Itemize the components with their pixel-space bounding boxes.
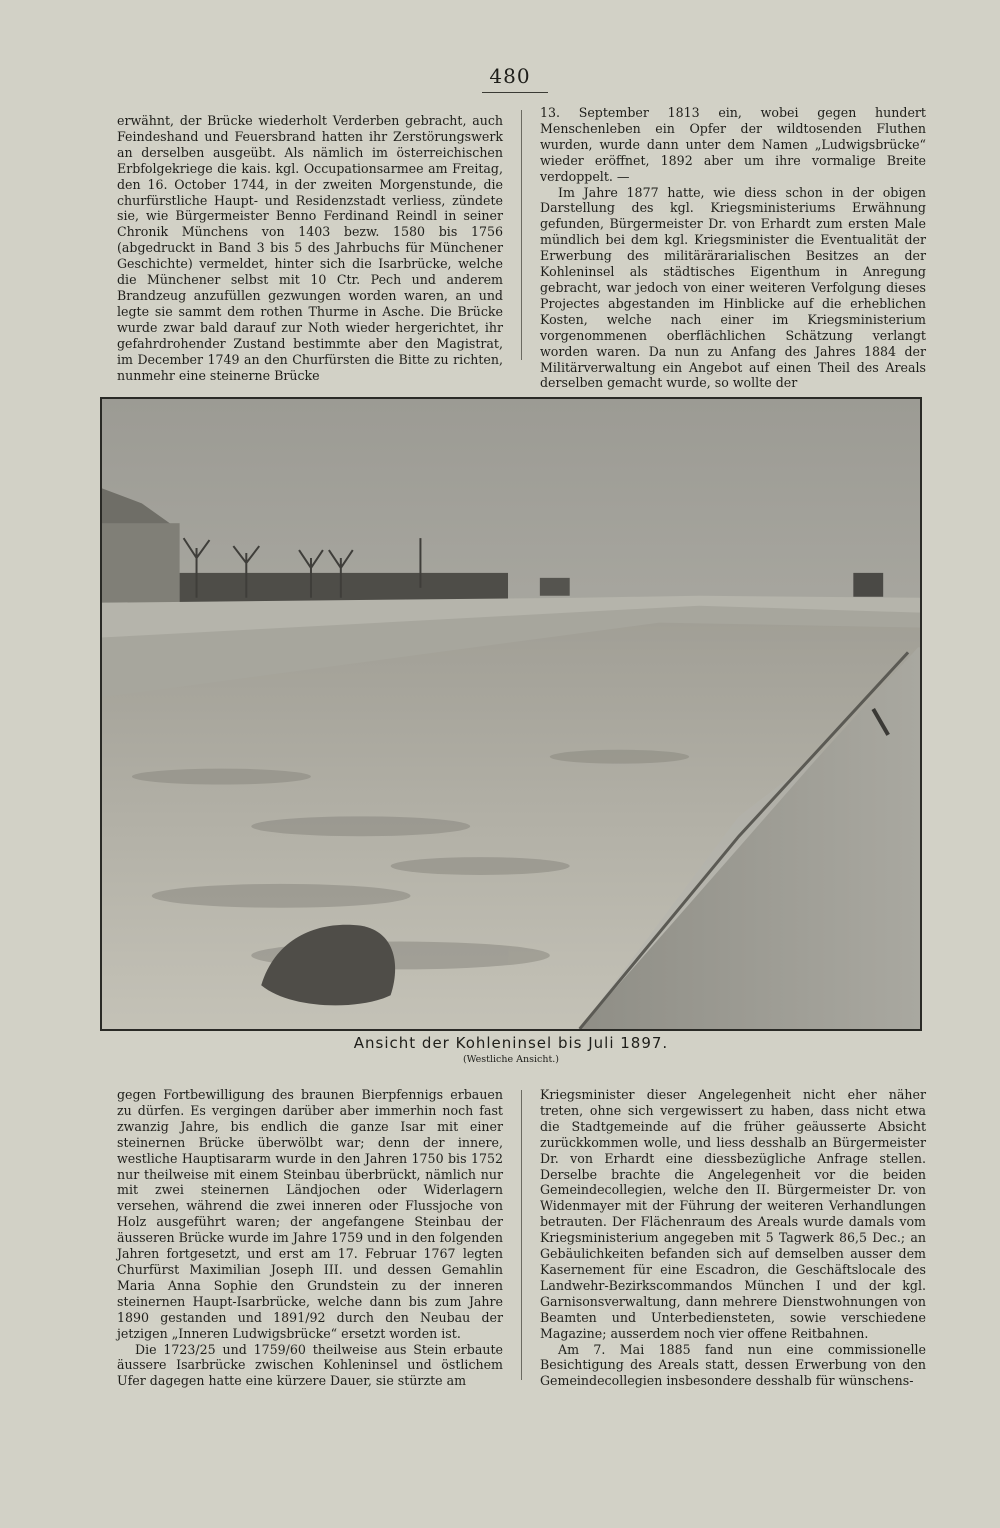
paragraph: 13. September 1813 ein, wobei gegen hundert Menschenleben ein Opfer der wildtosenden Fluthen wurden, wurde dann unter dem Namen „Ludwigsbrücke“ wieder eröffnet, 1892 aber um ihre vormalige Breite verdoppelt. — [540,105,926,184]
bottom-left-column [117,1087,503,1389]
paragraph: gegen Fortbewilligung des braunen Bierpfennigs erbauen zu dürfen. Es vergingen darüber aber immerhin noch fast zwanzig Jahre, bis endlich die ganze Isar mit einer steinernen Brücke überwölbt war; denn der innere, westliche Hauptisararm wurde in den Jahren 1750 bis 1752 nur theilweise mit einem Steinbau überbrückt, nämlich nur mit zwei steinernen Ländjochen oder Widerlagern versehen, während die zwei inneren oder Flussjoche von Holz ausgeführt waren; der angefangene Steinbau der äusseren Brücke wurde im Jahre 1759 und in den folgenden Jahren fortgesetzt, und erst am 17. Februar 1767 legten Churfürst Maximilian Joseph III. und dessen Gemahlin Maria Anna Sophie den Grundstein zu der inneren steinernen Haupt-Isarbrücke, welche dann bis zum Jahre 1890 gestanden und 1891/92 durch den Neubau der jetzigen „Inneren Ludwigsbrücke“ ersetzt worden ist. [117,1087,503,1341]
photograph-kohleninsel [100,397,922,1031]
fence-line [180,573,508,603]
building [102,523,180,602]
shed [540,578,570,596]
photo-caption-subtitle: (Westliche Ansicht.) [462,1054,560,1065]
column-divider-top [521,110,522,360]
photo-caption-title: Ansicht der Kohleninsel bis Juli 1897. [353,1034,669,1052]
hut [853,573,883,597]
paragraph: Die 1723/25 und 1759/60 theilweise aus Stein erbaute äussere Isarbrücke zwischen Kohleninsel und östlichem Ufer dagegen hatte eine kürzere Dauer, sie stürzte am [117,1341,503,1389]
paragraph: erwähnt, der Brücke wiederholt Verderben gebracht, auch Feindeshand und Feuersbrand hatten ihr Zerstörungswerk an derselben ausgeübt. Als nämlich im österreichischen Erbfolgekriege die kais. kgl. Occupationsarmee am Freitag, den 16. October 1744, in der zweiten Morgenstunde, die churfürstliche Haupt- und Residenzstadt verliess, zündete sie, wie Bürgermeister Benno Ferdinand Reindl in seiner Chronik Münchens von 1403 bezw. 1580 bis 1756 (abgedruckt in Band 3 bis 5 des Jahrbuchs für Münchener Geschichte) vermeldet, hinter sich die Isarbrücke, welche die Münchener selbst mit 10 Ctr. Pech und anderem Brandzeug anzufüllen gezwungen worden waren, an und legte sie sammt dem rothen Thurme in Asche. Die Brücke wurde zwar bald darauf zur Noth wieder hergerichtet, ihr gefahrdrohender Zustand bestimmte aber den Magistrat, im December 1749 an den Churfürsten die Bitte zu richten, nunmehr eine steinerne Brücke [117,113,503,383]
column-divider-bottom [521,1090,522,1380]
paragraph: Am 7. Mai 1885 fand nun eine commissionelle Besichtigung des Areals statt, dessen Erwerbung von den Gemeindecollegien insbesondere desshalb für wünschens- [540,1341,926,1389]
photograph-drawing [102,399,920,1029]
paragraph: Im Jahre 1877 hatte, wie diess schon in der obigen Darstellung des kgl. Kriegsministeriums Erwähnung gefunden, Bürgermeister Dr. von Erhardt zum ersten Male mündlich bei dem kgl. Kriegsminister die Eventualität der Erwerbung des militärärarialischen Besitzes an der Kohleninsel als städtisches Eigenthum in Anregung gebracht, war jedoch von einer weiteren Verfolgung dieses Projectes abgestanden im Hinblicke auf die erheblichen Kosten, welche nach einer im Kriegsministerium vorgenommenen oberflächlichen Schätzung verlangt worden waren. Da nun zu Anfang des Jahres 1884 der Militärverwaltung ein Angebot auf einen Theil des Areals derselben gemacht wurde, so wollte der [540,184,926,391]
paragraph: Kriegsminister dieser Angelegenheit nicht eher näher treten, ohne sich vergewissert zu haben, dass nicht etwa die Stadtgemeinde auf die früher geäusserte Absicht zurückkommen wolle, und liess desshalb an Bürgermeister Dr. von Erhardt eine diessbezügliche Anfrage stellen. Derselbe brachte die Angelegenheit vor die beiden Gemeindecollegien, welche den II. Bürgermeister Dr. von Widenmayer mit der Führung der weiteren Verhandlungen betrauten. Der Flächenraum des Areals wurde damals vom Kriegsministerium angegeben mit 5 Tagwerk 86,5 Dec.; an Gebäulichkeiten befanden sich auf demselben ausser dem Kasernement für eine Escadron, die Geschäftslocale des Landwehr-Bezirkscommandos München I und der kgl. Garnisonsverwaltung, dann mehrere Dienstwohnungen von Beamten und Unterbediensteten, sowie verschiedene Magazine; ausserdem noch vier offene Reitbahnen. [540,1087,926,1341]
bottom-right-column [540,1087,926,1389]
page-number: 480 [489,64,531,88]
top-left-column [117,113,503,383]
page-number-rule [482,92,548,93]
top-right-column [540,105,926,391]
